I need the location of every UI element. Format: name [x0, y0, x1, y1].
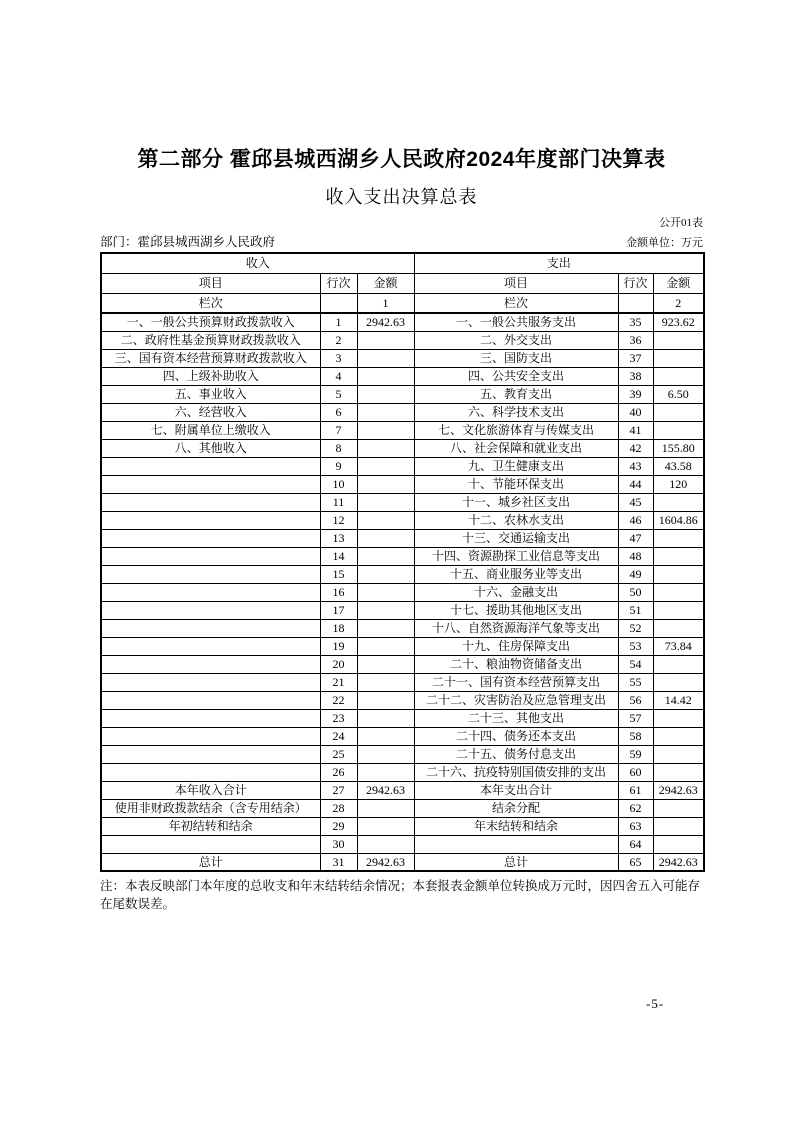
income-rowno-cell: 30 [320, 835, 357, 853]
expense-amount-cell [653, 421, 704, 439]
income-rowno-cell: 16 [320, 583, 357, 601]
expense-item-cell: 二十六、抗疫特别国债安排的支出 [414, 763, 618, 781]
income-amount-cell [357, 727, 414, 745]
expense-amount-cell: 923.62 [653, 313, 704, 331]
income-item-cell: 总计 [101, 853, 320, 871]
expense-item-cell: 七、文化旅游体育与传媒支出 [414, 421, 618, 439]
expense-rowno-cell: 46 [618, 511, 653, 529]
income-item-cell [101, 583, 320, 601]
income-amount-cell [357, 817, 414, 835]
expense-item-cell: 十四、资源勘探工业信息等支出 [414, 547, 618, 565]
expense-lanci-blank [618, 293, 653, 313]
income-rowno-cell: 19 [320, 637, 357, 655]
income-item-cell: 三、国有资本经营预算财政拨款收入 [101, 349, 320, 367]
expense-item-cell: 十二、农林水支出 [414, 511, 618, 529]
income-rowno-cell: 11 [320, 493, 357, 511]
expense-rowno-cell: 51 [618, 601, 653, 619]
expense-amount-cell [653, 709, 704, 727]
income-item-cell [101, 529, 320, 547]
income-lanci-blank [320, 293, 357, 313]
expense-amount-cell: 2942.63 [653, 853, 704, 871]
document-content [100, 147, 703, 913]
income-amount-cell: 2942.63 [357, 853, 414, 871]
expense-amount-cell [653, 727, 704, 745]
table-title: 收入支出决算总表 [325, 187, 478, 207]
expense-lanci-label: 栏次 [414, 293, 618, 313]
table-row [101, 547, 704, 565]
income-amount-cell [357, 439, 414, 457]
expense-item-cell: 二、外交支出 [414, 331, 618, 349]
income-item-cell [101, 637, 320, 655]
expense-item-cell: 二十二、灾害防治及应急管理支出 [414, 691, 618, 709]
table-row [101, 601, 704, 619]
expense-rowno-cell: 65 [618, 853, 653, 871]
income-item-cell [101, 619, 320, 637]
section-header-row [101, 253, 704, 273]
income-amount-cell [357, 331, 414, 349]
income-item-cell [101, 493, 320, 511]
expense-amount-cell [653, 403, 704, 421]
income-rowno-cell: 17 [320, 601, 357, 619]
expense-rowno-cell: 62 [618, 799, 653, 817]
income-rowno-header: 行次 [320, 273, 357, 293]
income-lanci-label: 栏次 [101, 293, 320, 313]
expense-item-cell: 二十四、债务还本支出 [414, 727, 618, 745]
column-header-row [101, 273, 704, 293]
expense-rowno-cell: 58 [618, 727, 653, 745]
expense-rowno-cell: 35 [618, 313, 653, 331]
expense-item-cell: 十五、商业服务业等支出 [414, 565, 618, 583]
income-item-cell [101, 727, 320, 745]
table-row [101, 403, 704, 421]
income-item-cell: 使用非财政拨款结余（含专用结余） [101, 799, 320, 817]
income-amount-cell [357, 601, 414, 619]
income-amount-cell [357, 673, 414, 691]
income-amount-cell [357, 655, 414, 673]
income-item-cell [101, 457, 320, 475]
income-amount-cell: 2942.63 [357, 781, 414, 799]
expense-amount-cell [653, 601, 704, 619]
income-item-cell [101, 673, 320, 691]
income-rowno-cell: 20 [320, 655, 357, 673]
income-item-cell: 六、经营收入 [101, 403, 320, 421]
expense-rowno-cell: 39 [618, 385, 653, 403]
income-amount-cell [357, 385, 414, 403]
income-rowno-cell: 7 [320, 421, 357, 439]
expense-amount-header: 金额 [653, 273, 704, 293]
income-rowno-cell: 18 [320, 619, 357, 637]
income-rowno-cell: 27 [320, 781, 357, 799]
table-row [101, 781, 704, 799]
income-rowno-cell: 13 [320, 529, 357, 547]
expense-item-cell [414, 835, 618, 853]
expense-rowno-cell: 52 [618, 619, 653, 637]
income-rowno-cell: 23 [320, 709, 357, 727]
income-rowno-cell: 26 [320, 763, 357, 781]
table-row [101, 367, 704, 385]
income-item-header: 项目 [101, 273, 320, 293]
expense-amount-cell [653, 547, 704, 565]
table-row [101, 655, 704, 673]
section-title: 第二部分 霍邱县城西湖乡人民政府2024年度部门决算表 [137, 148, 666, 171]
income-item-cell [101, 763, 320, 781]
expense-rowno-cell: 63 [618, 817, 653, 835]
income-amount-cell [357, 745, 414, 763]
income-amount-cell [357, 547, 414, 565]
meta-row [100, 232, 703, 252]
income-item-cell: 七、附属单位上缴收入 [101, 421, 320, 439]
income-rowno-cell: 31 [320, 853, 357, 871]
expense-rowno-cell: 37 [618, 349, 653, 367]
income-amount-cell [357, 421, 414, 439]
column-index-row [101, 293, 704, 313]
income-amount-cell [357, 691, 414, 709]
income-amount-cell [357, 367, 414, 385]
income-rowno-cell: 2 [320, 331, 357, 349]
table-row [101, 439, 704, 457]
unit-label: 金额单位：万元 [626, 237, 703, 249]
table-row [101, 511, 704, 529]
expense-rowno-cell: 56 [618, 691, 653, 709]
income-section-header: 收入 [101, 253, 414, 273]
income-rowno-cell: 6 [320, 403, 357, 421]
table-row [101, 835, 704, 853]
table-row [101, 853, 704, 871]
income-amount-cell [357, 529, 414, 547]
income-rowno-cell: 22 [320, 691, 357, 709]
income-amount-cell [357, 457, 414, 475]
income-amount-cell [357, 619, 414, 637]
expense-item-cell: 十六、金融支出 [414, 583, 618, 601]
table-row [101, 727, 704, 745]
expense-amount-cell [653, 565, 704, 583]
expense-amount-cell [653, 493, 704, 511]
expense-amount-cell [653, 655, 704, 673]
income-item-cell [101, 655, 320, 673]
expense-amount-cell: 1604.86 [653, 511, 704, 529]
income-rowno-cell: 1 [320, 313, 357, 331]
expense-amount-cell [653, 331, 704, 349]
form-code-label: 公开01表 [659, 217, 703, 229]
table-row [101, 637, 704, 655]
table-row [101, 673, 704, 691]
expense-amount-cell [653, 583, 704, 601]
income-amount-cell [357, 403, 414, 421]
table-row [101, 799, 704, 817]
expense-amount-cell: 120 [653, 475, 704, 493]
income-item-cell [101, 709, 320, 727]
income-rowno-cell: 15 [320, 565, 357, 583]
expense-section-header: 支出 [414, 253, 704, 273]
table-row [101, 583, 704, 601]
income-rowno-cell: 25 [320, 745, 357, 763]
expense-rowno-cell: 54 [618, 655, 653, 673]
income-rowno-cell: 14 [320, 547, 357, 565]
expense-rowno-cell: 45 [618, 493, 653, 511]
income-amount-cell [357, 799, 414, 817]
expense-rowno-header: 行次 [618, 273, 653, 293]
expense-rowno-cell: 43 [618, 457, 653, 475]
income-rowno-cell: 24 [320, 727, 357, 745]
income-item-cell: 二、政府性基金预算财政拨款收入 [101, 331, 320, 349]
expense-amount-cell [653, 619, 704, 637]
expense-amount-cell [653, 745, 704, 763]
income-rowno-cell: 8 [320, 439, 357, 457]
page-number: -5- [646, 996, 665, 1011]
expense-item-cell: 结余分配 [414, 799, 618, 817]
expense-rowno-cell: 55 [618, 673, 653, 691]
income-rowno-cell: 28 [320, 799, 357, 817]
table-row [101, 691, 704, 709]
footnote: 注：本表反映部门本年度的总收支和年末结转结余情况；本套报表金额单位转换成万元时，因四舍五入可能存在尾数误差。 [100, 879, 701, 911]
income-item-cell [101, 547, 320, 565]
income-amount-header: 金额 [357, 273, 414, 293]
expense-item-header: 项目 [414, 273, 618, 293]
expense-amount-cell: 43.58 [653, 457, 704, 475]
revenue-expenditure-table [100, 252, 705, 872]
expense-amount-cell: 155.80 [653, 439, 704, 457]
expense-rowno-cell: 41 [618, 421, 653, 439]
income-item-cell [101, 565, 320, 583]
income-item-cell [101, 691, 320, 709]
income-amount-cell [357, 511, 414, 529]
expense-rowno-cell: 42 [618, 439, 653, 457]
table-row [101, 313, 704, 331]
expense-amount-cell [653, 673, 704, 691]
table-row [101, 619, 704, 637]
expense-amount-cell: 73.84 [653, 637, 704, 655]
income-amount-cell [357, 709, 414, 727]
table-row [101, 493, 704, 511]
expense-item-cell: 十八、自然资源海洋气象等支出 [414, 619, 618, 637]
expense-rowno-cell: 50 [618, 583, 653, 601]
expense-amount-cell [653, 763, 704, 781]
expense-rowno-cell: 44 [618, 475, 653, 493]
income-rowno-cell: 29 [320, 817, 357, 835]
table-row [101, 349, 704, 367]
expense-rowno-cell: 49 [618, 565, 653, 583]
income-amount-cell [357, 637, 414, 655]
expense-column-number: 2 [653, 293, 704, 313]
table-row [101, 331, 704, 349]
expense-item-cell: 十、节能环保支出 [414, 475, 618, 493]
expense-item-cell: 六、科学技术支出 [414, 403, 618, 421]
expense-item-cell: 总计 [414, 853, 618, 871]
expense-item-cell: 二十三、其他支出 [414, 709, 618, 727]
income-item-cell: 八、其他收入 [101, 439, 320, 457]
expense-rowno-cell: 48 [618, 547, 653, 565]
table-row [101, 565, 704, 583]
table-row [101, 745, 704, 763]
table-row [101, 763, 704, 781]
income-rowno-cell: 12 [320, 511, 357, 529]
income-amount-cell: 2942.63 [357, 313, 414, 331]
table-row [101, 421, 704, 439]
expense-rowno-cell: 53 [618, 637, 653, 655]
income-item-cell: 一、一般公共预算财政拨款收入 [101, 313, 320, 331]
table-row [101, 817, 704, 835]
expense-rowno-cell: 36 [618, 331, 653, 349]
expense-amount-cell [653, 799, 704, 817]
expense-rowno-cell: 60 [618, 763, 653, 781]
expense-item-cell: 五、教育支出 [414, 385, 618, 403]
income-item-cell [101, 475, 320, 493]
expense-rowno-cell: 40 [618, 403, 653, 421]
expense-amount-cell [653, 367, 704, 385]
expense-item-cell: 八、社会保障和就业支出 [414, 439, 618, 457]
expense-item-cell: 年末结转和结余 [414, 817, 618, 835]
income-amount-cell [357, 565, 414, 583]
income-column-number: 1 [357, 293, 414, 313]
income-item-cell [101, 601, 320, 619]
income-amount-cell [357, 583, 414, 601]
income-rowno-cell: 21 [320, 673, 357, 691]
expense-amount-cell: 14.42 [653, 691, 704, 709]
table-row [101, 709, 704, 727]
expense-item-cell: 十三、交通运输支出 [414, 529, 618, 547]
expense-item-cell: 十一、城乡社区支出 [414, 493, 618, 511]
expense-amount-cell [653, 817, 704, 835]
income-amount-cell [357, 493, 414, 511]
income-rowno-cell: 9 [320, 457, 357, 475]
expense-item-cell: 一、一般公共服务支出 [414, 313, 618, 331]
expense-amount-cell [653, 529, 704, 547]
table-body [101, 313, 704, 871]
income-item-cell [101, 745, 320, 763]
expense-rowno-cell: 57 [618, 709, 653, 727]
income-rowno-cell: 3 [320, 349, 357, 367]
income-item-cell: 年初结转和结余 [101, 817, 320, 835]
expense-amount-cell: 2942.63 [653, 781, 704, 799]
expense-amount-cell [653, 835, 704, 853]
income-rowno-cell: 4 [320, 367, 357, 385]
income-item-cell [101, 511, 320, 529]
income-rowno-cell: 5 [320, 385, 357, 403]
expense-item-cell: 二十五、债务付息支出 [414, 745, 618, 763]
expense-rowno-cell: 64 [618, 835, 653, 853]
income-item-cell [101, 835, 320, 853]
income-rowno-cell: 10 [320, 475, 357, 493]
expense-item-cell: 二十、粮油物资储备支出 [414, 655, 618, 673]
income-amount-cell [357, 475, 414, 493]
expense-item-cell: 十七、援助其他地区支出 [414, 601, 618, 619]
income-item-cell: 本年收入合计 [101, 781, 320, 799]
expense-rowno-cell: 38 [618, 367, 653, 385]
expense-rowno-cell: 47 [618, 529, 653, 547]
table-row [101, 529, 704, 547]
expense-item-cell: 四、公共安全支出 [414, 367, 618, 385]
expense-item-cell: 二十一、国有资本经营预算支出 [414, 673, 618, 691]
expense-amount-cell: 6.50 [653, 385, 704, 403]
expense-item-cell: 本年支出合计 [414, 781, 618, 799]
department-label: 部门：霍邱县城西湖乡人民政府 [100, 235, 276, 249]
expense-amount-cell [653, 349, 704, 367]
income-amount-cell [357, 763, 414, 781]
table-row [101, 385, 704, 403]
income-amount-cell [357, 349, 414, 367]
table-row [101, 457, 704, 475]
expense-item-cell: 九、卫生健康支出 [414, 457, 618, 475]
expense-rowno-cell: 61 [618, 781, 653, 799]
expense-item-cell: 三、国防支出 [414, 349, 618, 367]
table-row [101, 475, 704, 493]
income-item-cell: 四、上级补助收入 [101, 367, 320, 385]
income-amount-cell [357, 835, 414, 853]
income-item-cell: 五、事业收入 [101, 385, 320, 403]
expense-rowno-cell: 59 [618, 745, 653, 763]
expense-item-cell: 十九、住房保障支出 [414, 637, 618, 655]
